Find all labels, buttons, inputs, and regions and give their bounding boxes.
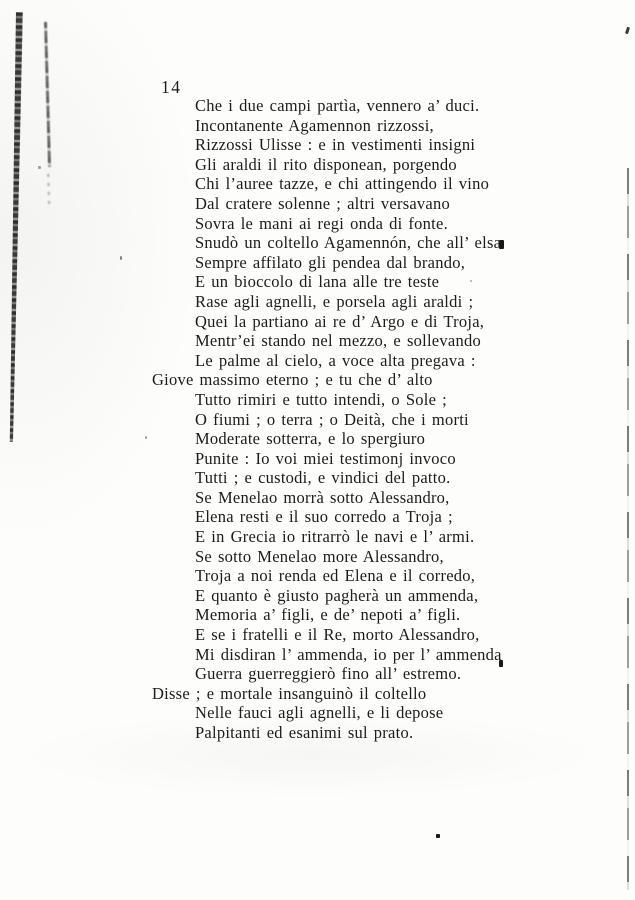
verse-line: Palpitanti ed esanimi sul prato. [195,723,414,742]
verse-text-block [152,96,572,743]
verse-line: Sovra le mani ai regi onda di fonte. [195,213,448,233]
verse-line: Se Menelao morrà sotto Alessandro, [195,487,450,507]
ink-speck [625,27,630,35]
verse-line: Guerra guerreggierò fino all’ estremo. [195,664,462,684]
verse-line: Che i due campi partìa, vennero a’ duci. [195,96,480,115]
verse-line: Nelle fauci agli agnelli, e li depose [195,703,444,723]
ink-speck [436,834,440,838]
verse-line: Rase agli agnelli, e porsela agli araldi ; [195,291,474,311]
verse-line: Chi l’auree tazze, e chi attingendo il vino [195,174,490,194]
verse-line: Tutti ; e custodi, e vindici del patto. [195,468,451,488]
verse-line: E un bioccolo di lana alle tre teste [195,272,440,292]
verse-line: E quanto è giusto pagherà un ammenda, [195,585,479,605]
verse-line: Rizzossi Ulisse : e in vestimenti insigni [195,135,476,155]
verse-line: Giove massimo eterno ; e tu che d’ alto [152,370,433,390]
verse-line: Punite : Io voi miei testimonj invoco [195,448,456,468]
verse-line: Disse ; e mortale insanguinò il coltello [152,683,427,703]
verse-line: E in Grecia io ritrarrò le navi e l’ armi. [195,527,475,547]
verse-line: Mentr’ei stando nel mezzo, e sollevando [195,331,481,351]
page-number: 14 [161,77,182,97]
ink-speck [145,436,147,439]
verse-line: O fiumi ; o terra ; o Deità, che i morti [195,409,469,429]
binding-shadow-light [44,22,51,167]
verse-line: E se i fratelli e il Re, morto Alessandro, [195,625,480,645]
verse-line: Sempre affilato gli pendea dal brando, [195,252,466,272]
verse-line: Quei la partiano ai re d’ Argo e di Troja, [195,311,485,331]
verse-line: Dal cratere solenne ; altri versavano [195,193,451,213]
verse-line: Se sotto Menelao more Alessandro, [195,546,444,566]
scan-edge-line [627,168,629,890]
verse-line: Mi disdiran l’ ammenda, io per l’ ammenda [195,644,502,664]
verse-line: Memoria a’ figli, e de’ nepoti a’ figli. [195,605,461,625]
verse-line: Troja a noi renda ed Elena e il corredo, [195,566,476,586]
verse-line: Tutto rimiri e tutto intendi, o Sole ; [195,389,448,409]
binding-shadow-heavy [7,12,23,442]
verse-line: Incontanente Agamennon rizzossi, [195,115,434,135]
ink-speck [38,166,41,169]
verse-line: Moderate sotterra, e lo spergiuro [195,429,426,449]
verse-line: Snudò un coltello Agamennón, che all’ elsa [195,233,502,253]
ink-speck [120,256,122,260]
verse-line: Gli araldi il rito disponean, porgendo [195,154,457,174]
verse-line: Le palme al cielo, a voce alta pregava : [195,350,476,370]
verse-line: Elena resti e il suo corredo a Troja ; [195,507,453,527]
